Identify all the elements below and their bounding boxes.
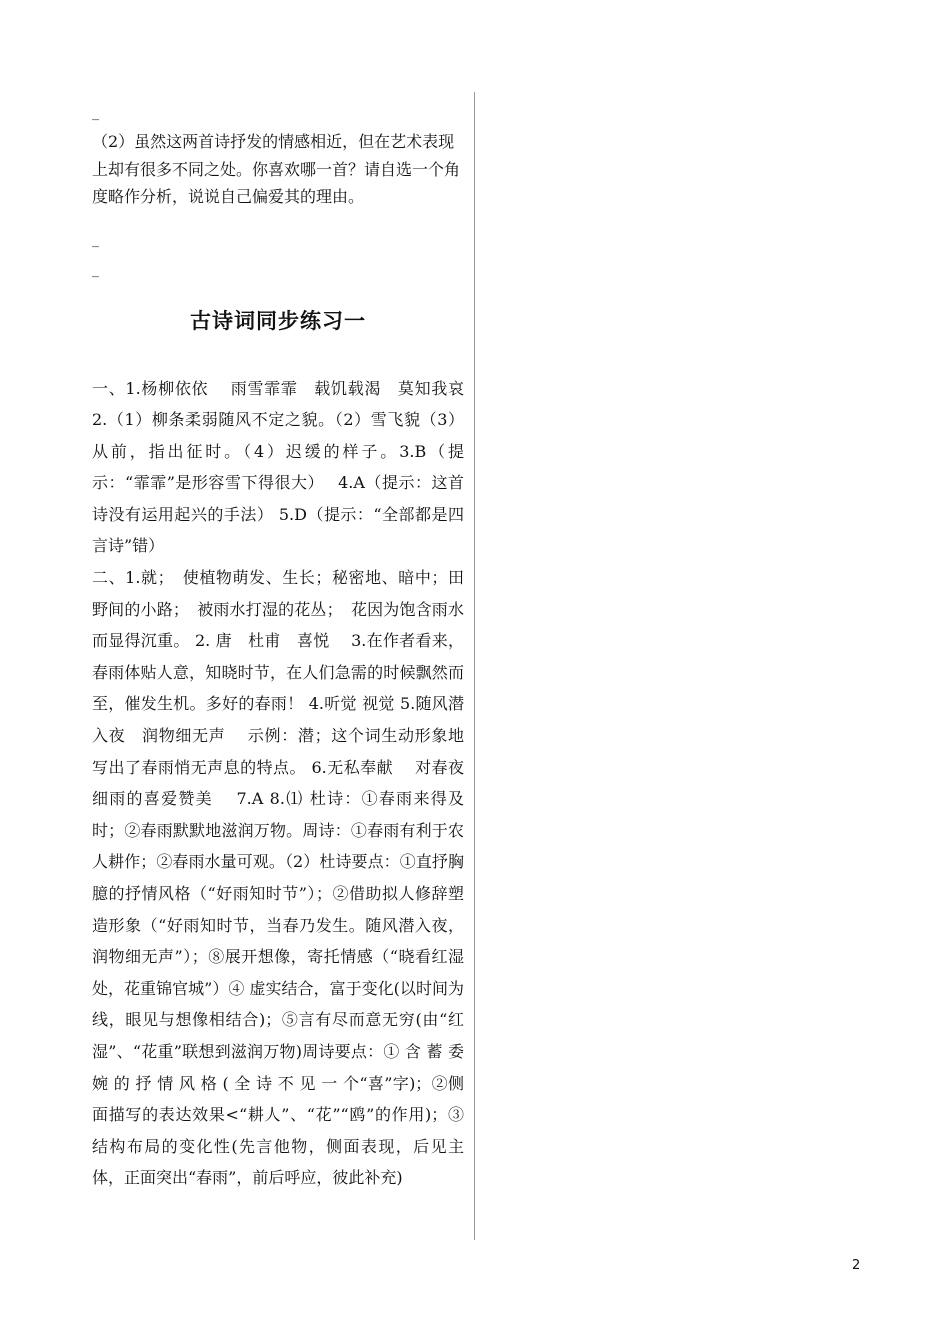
column-divider — [474, 92, 475, 1240]
blank-line: _ — [92, 105, 99, 121]
section-title: 古诗词同步练习一 — [190, 308, 366, 333]
answers-part-1: 一、1.杨柳依依 雨雪霏霏 载饥载渴 莫知我哀 2.（1）柳条柔弱随风不定之貌。（2）雪飞貌（3）从前，指出征时。（4）迟缓的样子。3.B（提示：“霏霏”是形容雪下得很大） 4.A（提示：这首诗没有运用起兴的手法） 5.D（提示：“全部都是四言诗”错） — [92, 378, 464, 556]
blank-line: _ — [92, 261, 99, 278]
left-column — [92, 98, 464, 1194]
page-number: 2 — [852, 1258, 861, 1273]
question-2-text: （2）虽然这两首诗抒发的情感相近，但在艺术表现上却有很多不同之处。你喜欢哪一首？请自选一个角度略作分析，说说自己偏爱其的理由。 — [92, 132, 461, 206]
blank-line: _ — [92, 231, 99, 248]
answers-part-2: 二、1.就； 使植物萌发、生长；秘密地、暗中；田野间的小路； 被雨水打湿的花丛； 花因为饱含雨水而显得沉重。 2. 唐 杜甫 喜悦 3.在作者看来，春雨体贴人意，知晓时节，在人们急需的时候飘然而至，催发生机。多好的春雨！ 4.听觉 视觉 5.随风潜入夜 润物细无声 示例：潜；这个词生动形象地写出了春雨悄无声息的特点。 6.无私奉献 对春夜细雨的喜爱赞美 7.A 8.⑴ 杜诗：①春雨来得及时；②春雨默默地滋润万物。周诗：①春雨有利于农人耕作；②春雨水量可观。（2）杜诗要点：①直抒胸臆的抒情风格（“好雨知时节”）；②借助拟人修辞塑造形象（“好雨知时节，当春乃发生。随风潜入夜，润物细无声”）；⑧展开想像，寄托情感（“晓看红湿处，花重锦官城”）④ 虚实结合，富于变化(以时间为线，眼见与想像相结合)；⑤言有尽而意无穷(由“红湿”、“花重”联想到滋润万物)周诗要点：① 含 蓄 委 婉 的 抒 情 风 格 ( 全 诗 不 见 一 个“喜”字)；②侧面描写的表达效果<“耕人”、“花”“鸥”的作用)；③结构布局的变化性(先言他物，侧面表现，后见主体，正面突出“春雨”，前后呼应，彼此补充) — [92, 568, 464, 1188]
